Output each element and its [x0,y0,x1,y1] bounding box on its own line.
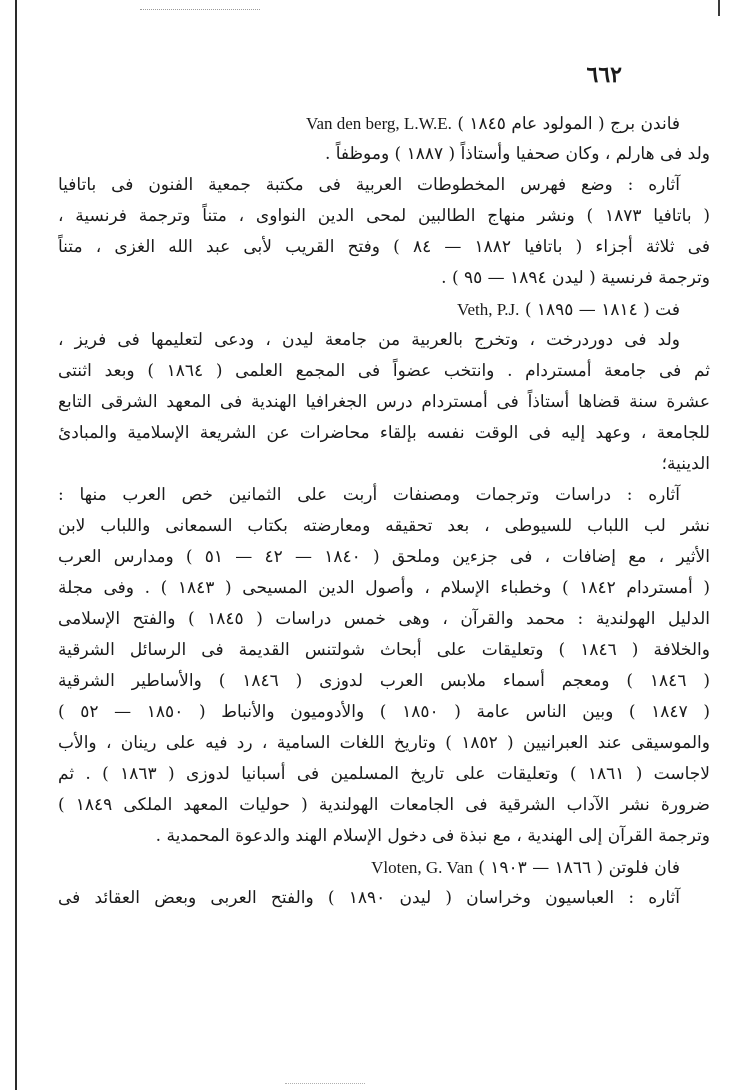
entry-heading-latin: Veth, P.J. [457,300,520,319]
text-line: وترجمة القرآن إلى الهندية ، مع نبذة فى دخول الإسلام الهند والدعوة المحمدية . [155,826,710,846]
text-line: والموسيقى عند العبرانيين ( ١٨٥٢ ) وتاريخ اللغات السامية ، رد فيه على رينان ، والأب [58,733,710,753]
entry-heading-latin: Van den berg, L.W.E. [306,114,452,133]
entry-heading [58,852,710,883]
text-line: ولد فى دوردرخت ، وتخرج بالعربية من جامعة ليدن ، ودعى لتعليمها فى فريز ، [58,330,680,350]
text-line: ( باتافيا ١٨٧٣ ) ونشر منهاج الطالبين لمحى الدين النواوى ، متناً وترجمة فرنسية ، [58,206,710,226]
entry-heading [58,294,710,325]
text-line: فى ثلاثة أجزاء ( باتافيا ١٨٨٢ — ٨٤ ) وفتح القريب لأبى عبد الله الغزى ، متناً [58,237,710,257]
text-line: عشرة سنة قضاها أستاذاً فى أمستردام درس الجغرافيا الهندية فى المعهد الشرقى التابع [58,392,710,412]
text-line: ( ١٨٤٧ ) وبين الناس عامة ( ١٨٥٠ ) والأدوميون والأنباط ( ١٨٥٠ — ٥٢ ) [58,702,710,722]
text-line: للجامعة ، وعهد إليه فى الوقت نفسه بإلقاء محاضرات عن الشريعة الإسلامية والمبادئ [58,423,710,443]
page-number: ٦٦٢ [586,62,622,88]
text-line: الدينية؛ [661,454,710,474]
text-line: الدليل الهولندية : محمد والقرآن ، وهى خمس دراسات ( ١٨٤٥ ) والفتح الإسلامى [58,609,710,629]
text-line: الأثير ، مع إضافات ، فى جزءين وملحق ( ١٨٤٠ — ٤٢ — ٥١ ) ومدارس العرب [58,547,710,567]
text-line: آثاره : العباسيون وخراسان ( ليدن ١٨٩٠ ) والفتح العربى وبعض العقائد فى [58,888,680,908]
text-line: ولد فى هارلم ، وكان صحفيا وأستاذاً ( ١٨٨٧ ) وموظفاً . [324,144,710,164]
text-line: لاجاست ( ١٨٦١ ) وتعليقات على تاريخ المسلمين فى أسبانيا لدوزى ( ١٨٦٣ ) . ثم [58,764,710,784]
text-block [58,108,710,914]
entry-heading-latin: Vloten, G. Van [371,858,473,877]
bottom-dotted-mark [285,1083,365,1084]
text-line: وترجمة فرنسية ( ليدن ١٨٩٤ — ٩٥ ) . [441,268,710,288]
binding-edge [15,0,17,1090]
text-line: ( أمستردام ١٨٤٢ ) وخطباء الإسلام ، وأصول الدين المسيحى ( ١٨٤٣ ) . وفى مجلة [58,578,710,598]
entry-heading-arabic: فاندن برج ( المولود عام ١٨٤٥ ) [457,114,680,134]
entry-heading-arabic: فت ( ١٨١٤ — ١٨٩٥ ) [524,300,680,320]
text-line: ضرورة نشر الآداب الشرقية فى الجامعات الهولندية ( حوليات المعهد الملكى ١٨٤٩ ) [58,795,710,815]
text-line: ( ١٨٤٦ ) ومعجم أسماء ملابس العرب لدوزى ( ١٨٤٦ ) والأساطير الشرقية [58,671,710,691]
text-line: آثاره : وضع فهرس المخطوطات العربية فى مكتبة جمعية الفنون فى باتافيا [58,175,680,195]
text-line: آثاره : دراسات وترجمات ومصنفات أربت على الثمانين خص العرب منها : [58,485,680,505]
top-edge-mark [718,0,720,16]
text-line: والخلافة ( ١٨٤٦ ) وتعليقات على أبحاث شولتنس القديمة فى الرسائل الشرقية [58,640,710,660]
entry-heading-arabic: فان فلوتن ( ١٨٦٦ — ١٩٠٣ ) [478,858,680,878]
text-line: نشر لب اللباب للسيوطى ، بعد تحقيقه ومعارضته بكتاب السمعانى واللباب لابن [58,516,710,536]
entry-heading [58,108,710,139]
text-line: ثم فى جامعة أمستردام . وانتخب عضواً فى المجمع العلمى ( ١٨٦٤ ) وبعد اثنتى [58,361,710,381]
top-dotted-mark [140,9,260,10]
